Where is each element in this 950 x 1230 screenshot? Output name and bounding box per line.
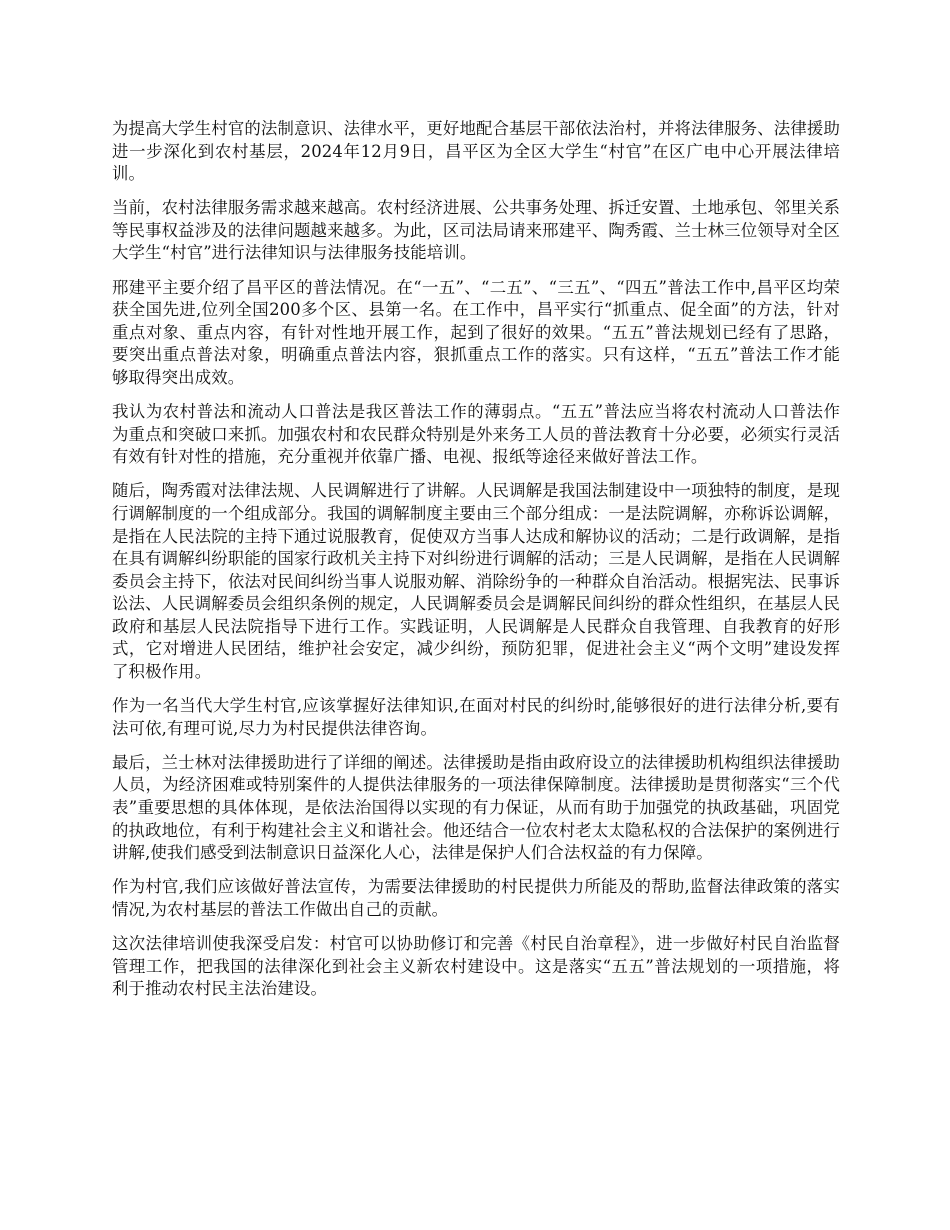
paragraph-intro: 为提高大学生村官的法制意识、法律水平，更好地配合基层干部依法治村，并将法律服务、法律援助进一步深化到农村基层，2024年12月9日，昌平区为全区大学生“村官”在区广电中心开展法律培训。 <box>112 119 840 184</box>
paragraph-background: 当前，农村法律服务需求越来越高。农村经济进展、公共事务处理、拆迁安置、土地承包、邻里关系等民事权益涉及的法律问题越来越多。为此，区司法局请来邢建平、陶秀霞、兰士林三位领导对全区大学生“村官”进行法律知识与法律服务技能培训。 <box>112 198 840 263</box>
paragraph-tao-xiuxia: 随后，陶秀霞对法律法规、人民调解进行了讲解。人民调解是我国法制建设中一项独特的制度，是现行调解制度的一个组成部分。我国的调解制度主要由三个部分组成：一是法院调解，亦称诉讼调解，是指在人民法院的主持下通过说服教育，促使双方当事人达成和解协议的活动；二是行政调解，是指在具有调解纠纷职能的国家行政机关主持下对纠纷进行调解的活动；三是人民调解，是指在人民调解委员会主持下，依法对民间纠纷当事人说服劝解、消除纷争的一种群众自治活动。根据宪法、民事诉讼法、人民调解委员会组织条例的规定，人民调解委员会是调解民间纠纷的群众性组织，在基层人民政府和基层人民法院指导下进行工作。实践证明，人民调解是人民群众自我管理、自我教育的好形式，它对增进人民团结，维护社会安定，减少纠纷，预防犯罪，促进社会主义“两个文明”建设发挥了积极作用。 <box>112 481 840 682</box>
paragraph-lan-shilin: 最后，兰士林对法律援助进行了详细的阐述。法律援助是指由政府设立的法律援助机构组织法律援助人员，为经济困难或特别案件的人提供法律服务的一项法律保障制度。法律援助是贯彻落实“三个代表”重要思想的具体体现，是依法治国得以实现的有力保证，从而有助于加强党的执政基础，巩固党的执政地位，有利于构建社会主义和谐社会。他还结合一位农村老太太隐私权的合法保护的案例进行讲解,使我们感受到法制意识日益深化人心，法律是保护人们合法权益的有力保障。 <box>112 752 840 863</box>
paragraph-responsibility: 作为村官,我们应该做好普法宣传，为需要法律援助的村民提供力所能及的帮助,监督法律政策的落实情况,为农村基层的普法工作做出自己的贡献。 <box>112 877 840 919</box>
paragraph-xing-jianping: 邢建平主要介绍了昌平区的普法情况。在“一五”、“二五”、“三五”、“四五”普法工作中,昌平区均荣获全国先进,位列全国200多个区、县第一名。在工作中，昌平实行“抓重点、促全面”的方法，针对重点对象、重点内容，有针对性地开展工作，起到了很好的效果。“五五”普法规划已经有了思路，要突出重点普法对象，明确重点普法内容，狠抓重点工作的落实。只有这样，“五五”普法工作才能够取得突出成效。 <box>112 277 840 387</box>
document-body <box>112 118 840 1012</box>
paragraph-conclusion: 这次法律培训使我深受启发：村官可以协助修订和完善《村民自治章程》，进一步做好村民自治监督管理工作，把我国的法律深化到社会主义新农村建设中。这是落实“五五”普法规划的一项措施，将利于推动农村民主法治建设。 <box>112 934 840 999</box>
paragraph-village-official-role: 作为一名当代大学生村官,应该掌握好法律知识,在面对村民的纠纷时,能够很好的进行法律分析,要有法可依,有理可说,尽力为村民提供法律咨询。 <box>112 696 840 738</box>
paragraph-opinion-rural: 我认为农村普法和流动人口普法是我区普法工作的薄弱点。“五五”普法应当将农村流动人口普法作为重点和突破口来抓。加强农村和农民群众特别是外来务工人员的普法教育十分必要，必须实行灵活有效有针对性的措施，充分重视并依靠广播、电视、报纸等途径来做好普法工作。 <box>112 402 840 467</box>
